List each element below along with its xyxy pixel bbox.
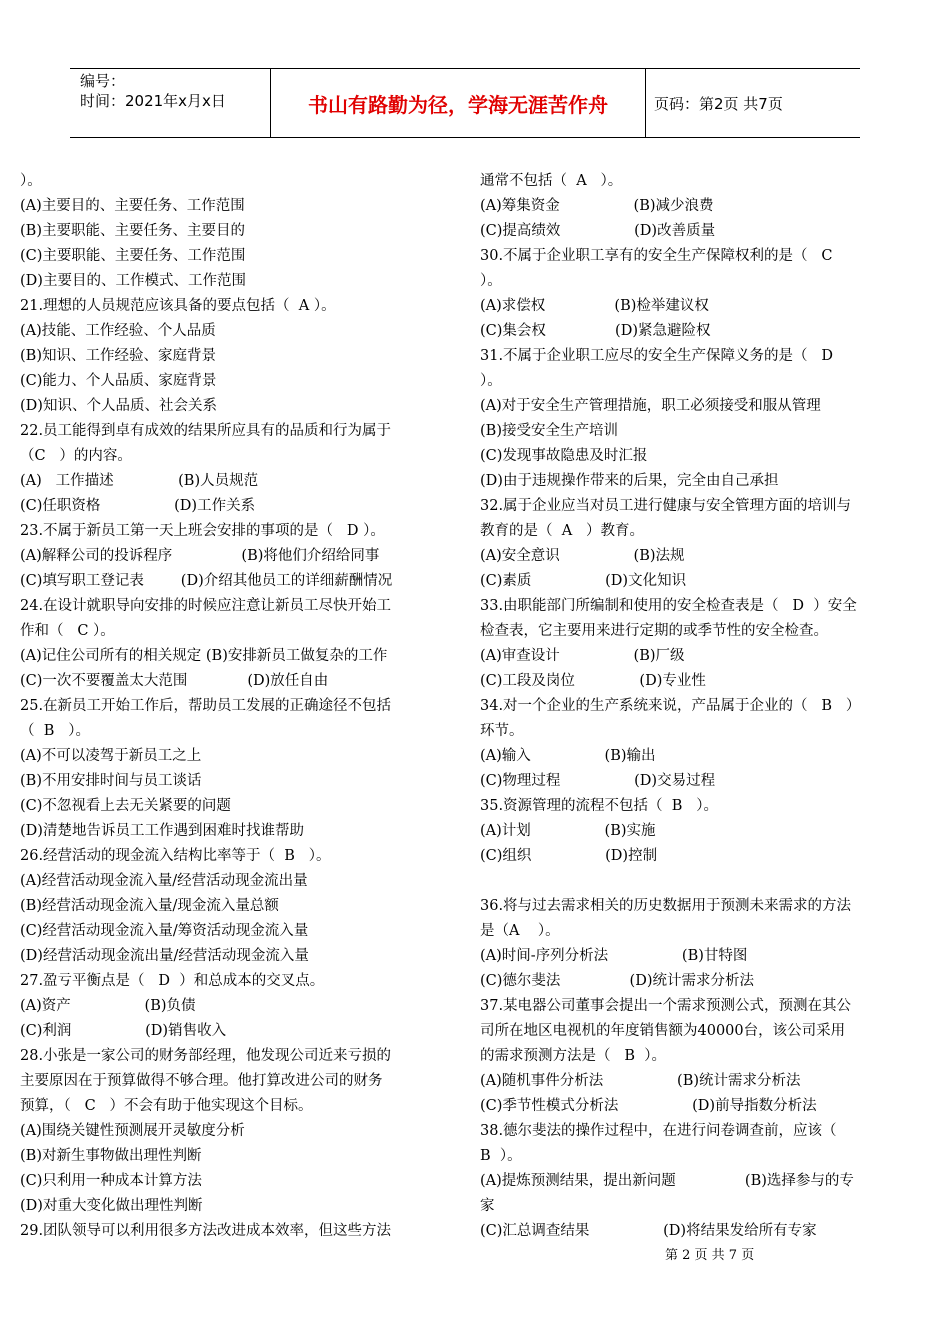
- text-line: ）。: [480, 273, 502, 289]
- text-line: (A)随机事件分析法 (B)统计需求分析法: [480, 1073, 801, 1089]
- text-line: (C)填写职工登记表 (D)介绍其他员工的详细薪酬情况: [20, 573, 393, 589]
- text-line: 25.在新员工开始工作后，帮助员工发展的正确途径不包括: [20, 698, 392, 714]
- text-line: (A)不可以凌驾于新员工之上: [20, 748, 202, 764]
- text-line: (A)计划 (B)实施: [480, 823, 656, 839]
- text-line: 通常不包括（ A ）。: [480, 173, 623, 189]
- header-date: 时间：2021年x月x日: [80, 92, 226, 110]
- text-line: 作和（ C ）。: [20, 623, 115, 639]
- text-line: (A)解释公司的投诉程序 (B)将他们介绍给同事: [20, 548, 380, 564]
- text-line: (B)对新生事物做出理性判断: [20, 1148, 202, 1164]
- text-line: (C)德尔斐法 (D)统计需求分析法: [480, 973, 754, 989]
- text-line: (D)主要目的、工作模式、工作范围: [20, 273, 246, 289]
- text-line: 33.由职能部门所编制和使用的安全检查表是（ D ）安全: [480, 598, 857, 614]
- text-line: (A)审查设计 (B)厂级: [480, 648, 685, 664]
- text-line: (A)围绕关键性预测展开灵敏度分析: [20, 1123, 245, 1139]
- header-divider: [645, 69, 646, 137]
- text-line: (C)组织 (D)控制: [480, 848, 658, 864]
- header-page-info: 页码：第2页 共7页: [654, 94, 783, 113]
- text-line: 预算，（ C ）不会有助于他实现这个目标。: [20, 1098, 313, 1114]
- text-line: 31.不属于企业职工应尽的安全生产保障义务的是（ D: [480, 348, 834, 364]
- text-line: (A)输入 (B)输出: [480, 748, 656, 764]
- text-line: (A)安全意识 (B)法规: [480, 548, 685, 564]
- text-line: (C)利润 (D)销售收入: [20, 1023, 227, 1039]
- text-line: 28.小张是一家公司的财务部经理，他发现公司近来亏损的: [20, 1048, 392, 1064]
- text-line: (D)经营活动现金流出量/经营活动现金流入量: [20, 948, 309, 964]
- text-line: (C)集会权 (D)紧急避险权: [480, 323, 711, 339]
- text-line: (C)不忽视看上去无关紧要的问题: [20, 798, 231, 814]
- text-line: 的需求预测方法是（ B ）。: [480, 1048, 666, 1064]
- text-line: 检查表，它主要用来进行定期的或季节性的安全检查。: [480, 623, 828, 639]
- text-line: 22.员工能得到卓有成效的结果所应具有的品质和行为属于: [20, 423, 392, 439]
- text-line: (A)技能、工作经验、个人品质: [20, 323, 216, 339]
- text-line: （ B ）。: [20, 723, 90, 739]
- text-line: (C)发现事故隐患及时汇报: [480, 448, 648, 464]
- text-line: (C)工段及岗位 (D)专业性: [480, 673, 706, 689]
- text-line: ）。: [20, 173, 42, 189]
- text-line: [480, 869, 915, 894]
- text-line: 家: [480, 1198, 495, 1214]
- text-line: 环节。: [480, 723, 524, 739]
- text-line: (A)对于安全生产管理措施，职工必须接受和服从管理: [480, 398, 821, 414]
- text-line: 教育的是（ A ）教育。: [480, 523, 645, 539]
- text-line: 26.经营活动的现金流入结构比率等于（ B ）。: [20, 848, 331, 864]
- text-line: 主要原因在于预算做得不够合理。他打算改进公司的财务: [20, 1073, 383, 1089]
- text-line: (A)资产 (B)负债: [20, 998, 196, 1014]
- text-line: (C)经营活动现金流入量/筹资活动现金流入量: [20, 923, 309, 939]
- text-line: 30.不属于企业职工享有的安全生产保障权利的是（ C: [480, 248, 833, 264]
- text-line: (B)经营活动现金流入量/现金流入量总额: [20, 898, 279, 914]
- text-line: 24.在设计就职导向安排的时候应注意让新员工尽快开始工: [20, 598, 392, 614]
- text-line: (C)提高绩效 (D)改善质量: [480, 223, 716, 239]
- text-line: (C)任职资格 (D)工作关系: [20, 498, 256, 514]
- header-id-label: 编号：: [80, 72, 126, 90]
- text-line: 29.团队领导可以利用很多方法改进成本效率，但这些方法: [20, 1223, 392, 1239]
- text-line: (B)知识、工作经验、家庭背景: [20, 348, 216, 364]
- text-line: (D)由于违规操作带来的后果，完全由自己承担: [480, 473, 779, 489]
- text-line: (D)清楚地告诉员工工作遇到困难时找谁帮助: [20, 823, 304, 839]
- text-line: (C)季节性模式分析法 (D)前导指数分析法: [480, 1098, 817, 1114]
- text-line: 21.理想的人员规范应该具备的要点包括（ A ）。: [20, 298, 336, 314]
- text-line: (C)能力、个人品质、家庭背景: [20, 373, 217, 389]
- header-meta: [80, 71, 272, 111]
- text-line: 23.不属于新员工第一天上班会安排的事项的是（ D ）。: [20, 523, 385, 539]
- text-line: 37.某电器公司董事会提出一个需求预测公式，预测在其公: [480, 998, 852, 1014]
- right-column: [480, 169, 915, 1244]
- text-line: (D)知识、个人品质、社会关系: [20, 398, 217, 414]
- text-line: (A) 工作描述 (B)人员规范: [20, 473, 259, 489]
- text-line: (C)一次不要覆盖太大范围 (D)放任自由: [20, 673, 329, 689]
- text-line: 司所在地区电视机的年度销售额为40000台，该公司采用: [480, 1023, 846, 1039]
- text-line: 27.盈亏平衡点是（ D ）和总成本的交叉点。: [20, 973, 325, 989]
- page-header: [70, 68, 860, 138]
- text-line: (C)主要职能、主要任务、工作范围: [20, 248, 246, 264]
- text-line: (C)只利用一种成本计算方法: [20, 1173, 202, 1189]
- text-line: (A)筹集资金 (B)减少浪费: [480, 198, 714, 214]
- text-line: (B)不用安排时间与员工谈话: [20, 773, 202, 789]
- text-line: 36.将与过去需求相关的历史数据用于预测未来需求的方法: [480, 898, 852, 914]
- text-line: (D)对重大变化做出理性判断: [20, 1198, 203, 1214]
- text-line: (B)主要职能、主要任务、主要目的: [20, 223, 245, 239]
- text-line: B ）。: [480, 1148, 522, 1164]
- text-line: 35.资源管理的流程不包括（ B ）。: [480, 798, 719, 814]
- text-line: (A)主要目的、主要任务、工作范围: [20, 198, 245, 214]
- left-column: [20, 169, 450, 1244]
- text-line: 32.属于企业应当对员工进行健康与安全管理方面的培训与: [480, 498, 852, 514]
- text-line: (A)提炼预测结果，提出新问题 (B)选择参与的专: [480, 1173, 854, 1189]
- text-line: (A)经营活动现金流入量/经营活动现金流出量: [20, 873, 308, 889]
- text-line: （C ）的内容。: [20, 448, 132, 464]
- text-line: ）。: [480, 373, 502, 389]
- text-line: (B)接受安全生产培训: [480, 423, 618, 439]
- header-motto: 书山有路勤为径，学海无涯苦作舟: [308, 92, 608, 117]
- text-line: 38.德尔斐法的操作过程中，在进行问卷调查前，应该（: [480, 1123, 837, 1139]
- text-line: (A)时间-序列分析法 (B)甘特图: [480, 948, 748, 964]
- page-footer: [0, 1244, 950, 1263]
- text-line: (C)物理过程 (D)交易过程: [480, 773, 716, 789]
- text-line: (C)汇总调查结果 (D)将结果发给所有专家: [480, 1223, 817, 1239]
- text-line: (A)记住公司所有的相关规定 (B)安排新员工做复杂的工作: [20, 648, 388, 664]
- footer-page-number: 第 2 页 共 7 页: [665, 1248, 755, 1263]
- text-line: (A)求偿权 (B)检举建议权: [480, 298, 709, 314]
- text-line: (C)素质 (D)文化知识: [480, 573, 687, 589]
- text-line: 是（A ）。: [480, 923, 560, 939]
- text-line: 34.对一个企业的生产系统来说，产品属于企业的（ B ）: [480, 698, 861, 714]
